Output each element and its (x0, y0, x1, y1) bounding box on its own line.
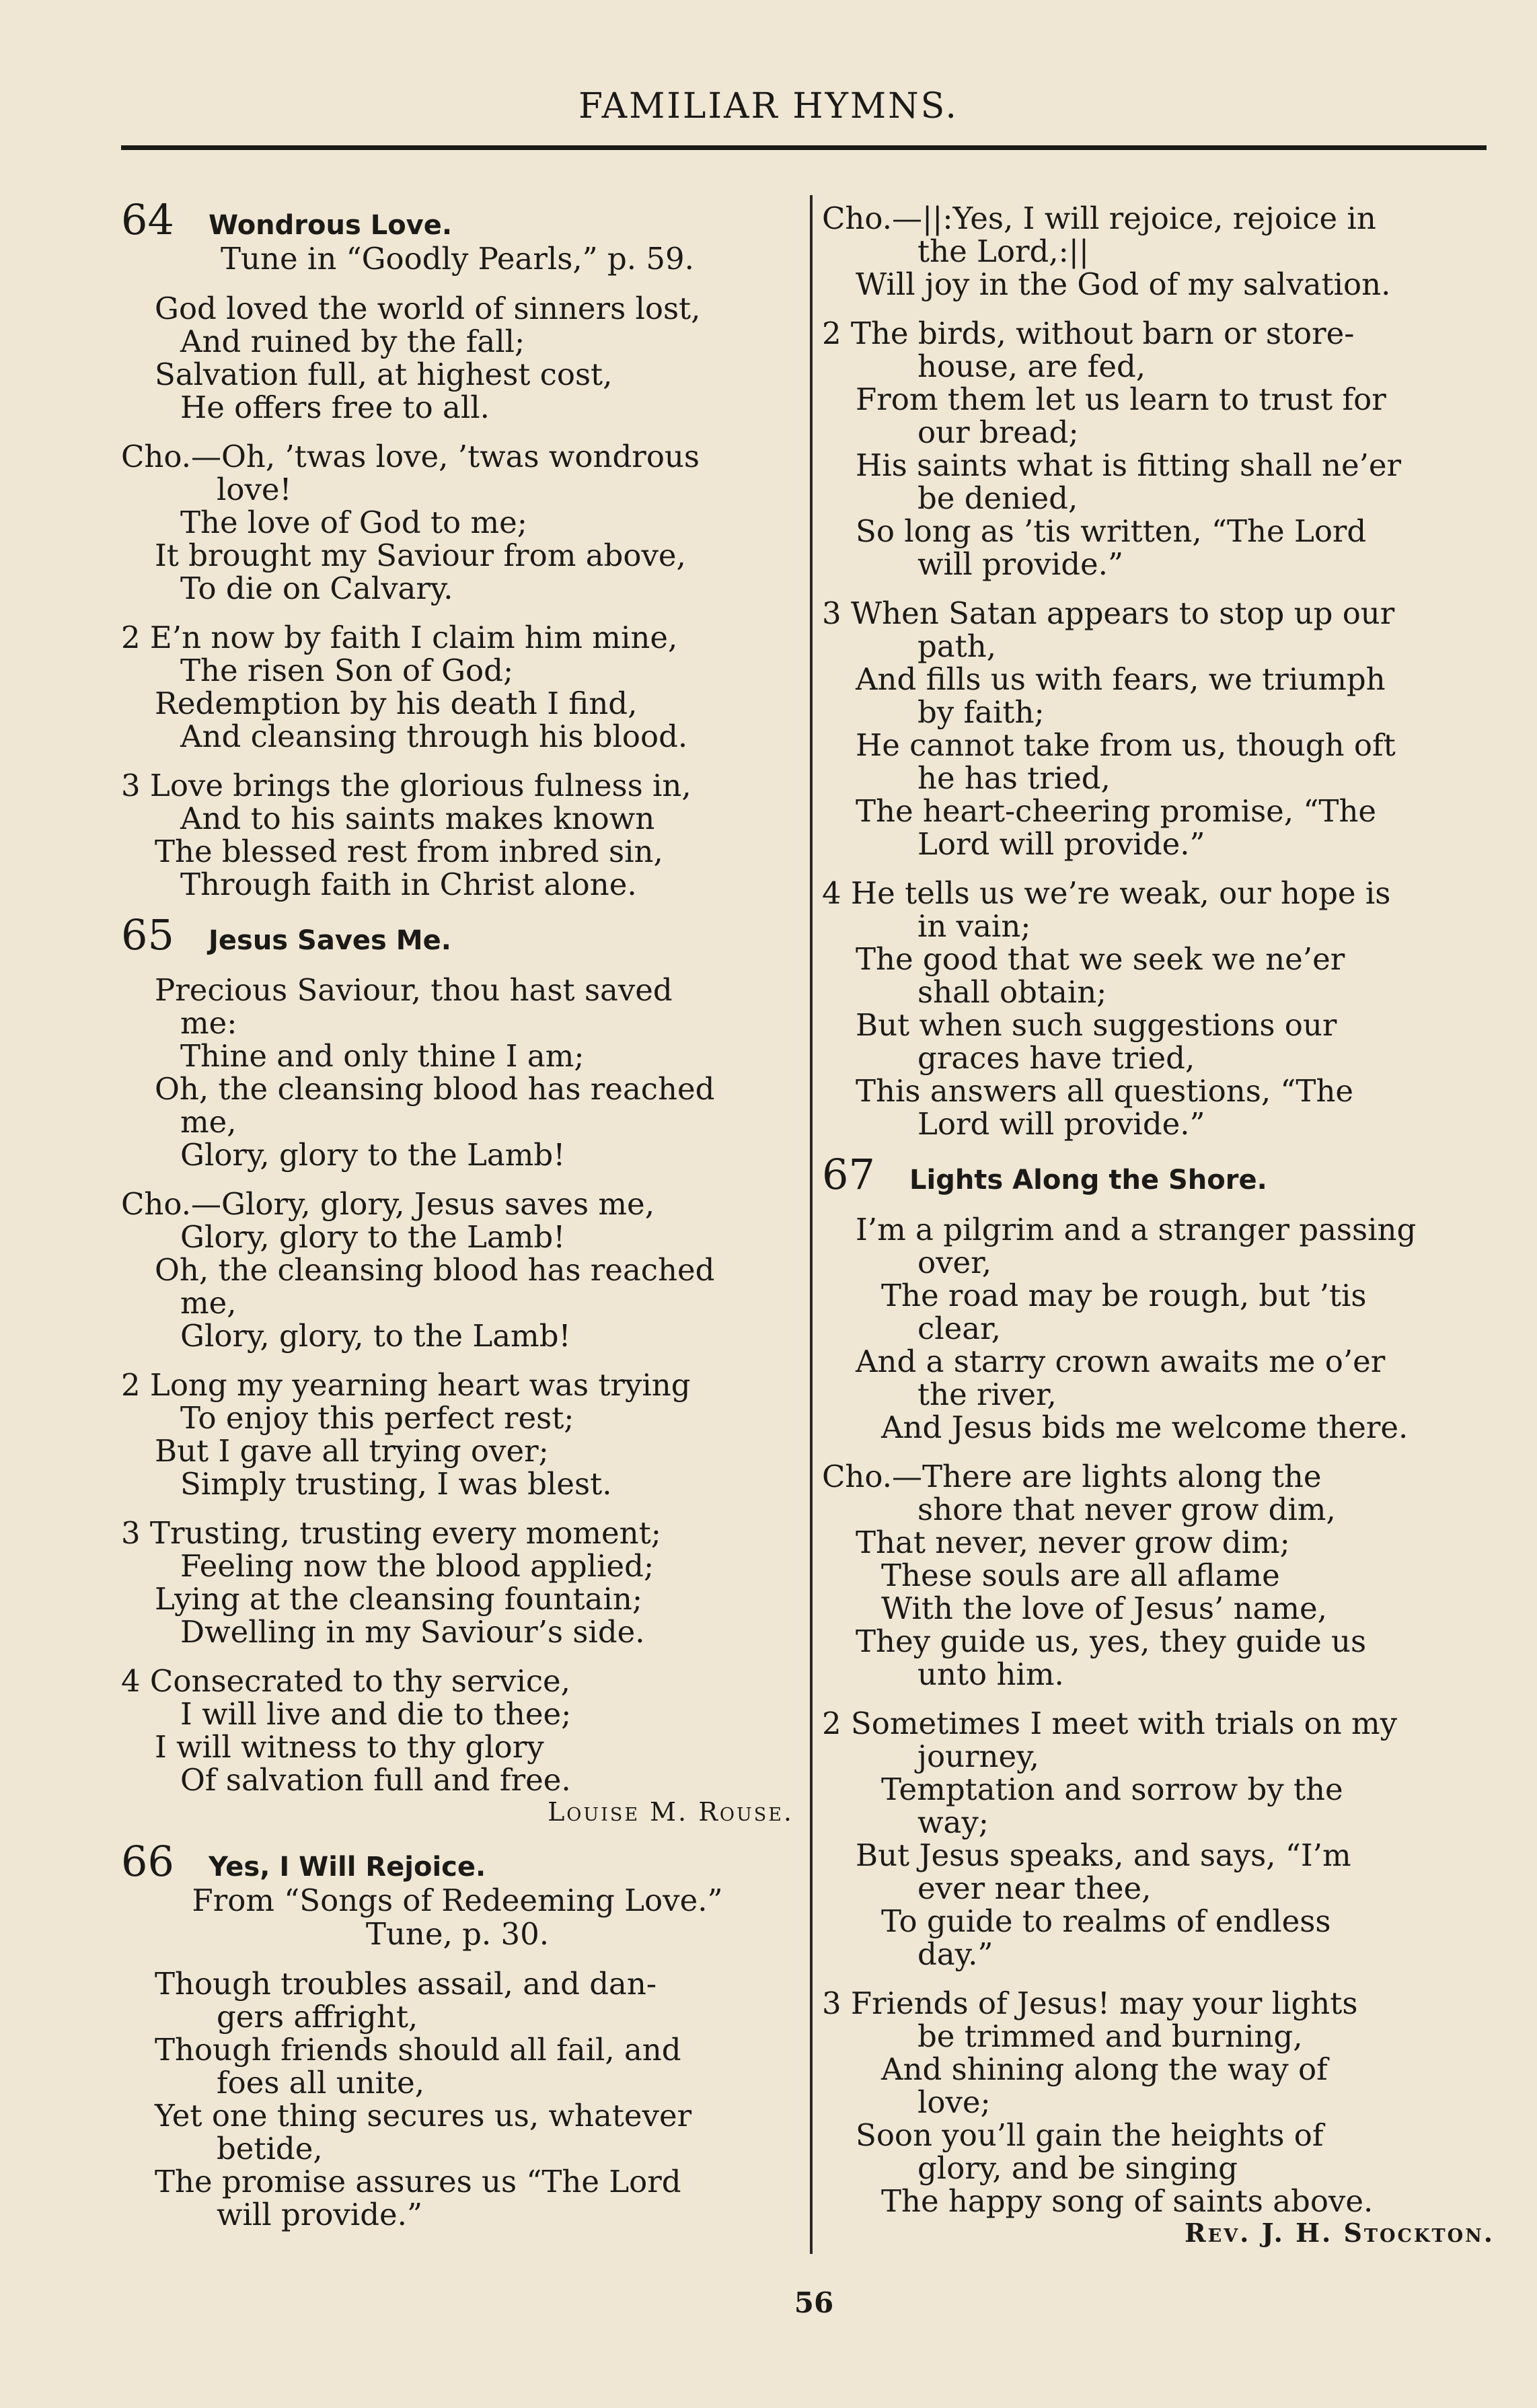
verse-line: Redemption by his death I find, (155, 686, 638, 721)
verse-line: Feeling now the blood applied; (180, 1548, 654, 1584)
verse-line: His saints what is fitting shall ne’er (856, 447, 1402, 483)
verse-line: 2 Sometimes I meet with trials on my (822, 1706, 1398, 1741)
hymn-heading (121, 1839, 794, 1884)
verse-line: Cho.—Glory, glory, Jesus saves me, (121, 1186, 654, 1222)
verse-line: Soon you’ll gain the heights of (856, 2117, 1324, 2153)
stanza (822, 877, 1495, 1140)
verse-line: house, are fed, (917, 349, 1146, 384)
verse-line: To guide to realms of endless (881, 1903, 1331, 1939)
stanza (121, 1517, 794, 1648)
verse-line: But Jesus speaks, and says, “I’m (856, 1837, 1351, 1873)
verse-line: be trimmed and burning, (917, 2018, 1303, 2054)
verse-line: Lying at the cleansing fountain; (155, 1581, 642, 1617)
stanza (121, 1665, 794, 1796)
verse-line: 2 The birds, without barn or store- (822, 316, 1355, 351)
author-credit: Rev. J. H. Stockton. (1185, 2218, 1495, 2248)
stanza (121, 974, 794, 1171)
verse-line: Temptation and sorrow by the (881, 1772, 1343, 1807)
hymn-number: 65 (121, 910, 174, 959)
verse-line: gers affright, (217, 1999, 418, 2035)
hymn-title: Lights Along the Shore. (909, 1165, 1267, 1196)
verse-line: 3 Trusting, trusting every moment; (121, 1515, 661, 1551)
verse-line: Thine and only thine I am; (180, 1038, 585, 1074)
verse-line: me: (180, 1005, 237, 1041)
verse-line: unto him. (917, 1656, 1064, 1692)
verse-line: I will live and die to thee; (180, 1696, 572, 1732)
verse-line: And a starry crown awaits me o’er (856, 1344, 1386, 1379)
hymn-number: 67 (822, 1150, 875, 1199)
verse-line: 2 Long my yearning heart was trying (121, 1367, 691, 1403)
verse-line: 4 He tells us we’re weak, our hope is (822, 875, 1391, 911)
verse-line: Glory, glory to the Lamb! (180, 1219, 566, 1255)
verse-line: And ruined by the fall; (180, 324, 525, 359)
stanza (121, 1369, 794, 1500)
verse-line: he has tried, (917, 760, 1111, 796)
verse-line: betide, (217, 2131, 323, 2166)
stanza (121, 440, 794, 605)
stanza (121, 1967, 794, 2231)
stanza (121, 1188, 794, 1352)
verse-line: Will joy in the God of my salvation. (856, 266, 1391, 302)
verse-line: by faith; (917, 694, 1045, 730)
verse-line: Oh, the cleansing blood has reached (155, 1071, 715, 1107)
verse-line: The promise assures us “The Lord (155, 2164, 681, 2199)
verse-line: The love of God to me; (180, 505, 527, 540)
tune-note: Tune, p. 30. (365, 1916, 550, 1952)
verse-line: It brought my Saviour from above, (155, 538, 686, 573)
stanza (822, 1707, 1495, 1971)
verse-line: glory, and be singing (917, 2150, 1238, 2186)
left-column (121, 186, 794, 2231)
verse-line: graces have tried, (917, 1040, 1195, 1076)
hymn-title: Jesus Saves Me. (209, 925, 451, 956)
verse-line: Lord will provide.” (917, 826, 1205, 862)
verse-line: Dwelling in my Saviour’s side. (180, 1614, 645, 1650)
stanza (121, 769, 794, 901)
hymn-heading (121, 195, 794, 244)
verse-line: Salvation full, at highest cost, (155, 357, 613, 392)
verse-line: 3 Love brings the glorious fulness in, (121, 768, 691, 803)
author-credit: Louise M. Rouse. (548, 1797, 794, 1827)
verse-line: He cannot take from us, though oft (856, 727, 1396, 763)
verse-line: Through faith in Christ alone. (180, 867, 637, 902)
verse-line: He offers free to all. (180, 390, 490, 425)
verse-line: And fills us with fears, we triumph (856, 661, 1386, 697)
verse-line: be denied, (917, 480, 1078, 516)
verse-line: I will witness to thy glory (155, 1729, 544, 1765)
column-divider (810, 195, 813, 2254)
verse-line: Yet one thing secures us, whatever (155, 2098, 692, 2133)
verse-line: These souls are all aflame (881, 1558, 1280, 1593)
hymn-title: Yes, I Will Rejoice. (209, 1852, 486, 1883)
verse-line: God loved the world of sinners lost, (155, 291, 701, 326)
verse-line: 2 E’n now by faith I claim him mine, (121, 620, 678, 655)
verse-line: But I gave all trying over; (155, 1433, 549, 1469)
verse-line: From them let us learn to trust for (856, 381, 1386, 417)
verse-line: 4 Consecrated to thy service, (121, 1663, 570, 1699)
tune-note: From “Songs of Redeeming Love.” (192, 1883, 723, 1918)
verse-line: way; (917, 1804, 989, 1840)
verse-line: over, (917, 1245, 992, 1280)
verse-line: journey, (917, 1739, 1039, 1774)
stanza (121, 621, 794, 753)
verse-line: day.” (917, 1936, 994, 1972)
stanza (822, 202, 1495, 301)
verse-line: me, (180, 1104, 237, 1140)
verse-line: path, (917, 628, 997, 664)
stanza (822, 1213, 1495, 1444)
verse-line: Simply trusting, I was blest. (180, 1466, 612, 1502)
verse-line: Cho.—||:Yes, I will rejoice, rejoice in (822, 200, 1376, 236)
stanza (822, 597, 1495, 861)
hymn-number: 66 (121, 1837, 174, 1886)
verse-line: To enjoy this perfect rest; (180, 1400, 574, 1436)
verse-line: 3 Friends of Jesus! may your lights (822, 1985, 1358, 2021)
verse-line: 3 When Satan appears to stop up our (822, 595, 1395, 631)
verse-line: With the love of Jesus’ name, (881, 1591, 1327, 1626)
verse-line: ever near thee, (917, 1870, 1152, 1906)
right-column (822, 186, 1495, 2249)
verse-line: The road may be rough, but ’tis (881, 1278, 1367, 1313)
verse-line: Though troubles assail, and dan- (155, 1966, 657, 2002)
verse-line: Of salvation full and free. (180, 1762, 571, 1798)
page-header: FAMILIAR HYMNS. (578, 86, 959, 126)
page-number: 56 (794, 2286, 834, 2319)
verse-line: in vain; (917, 908, 1031, 944)
verse-line: And shining along the way of (881, 2051, 1328, 2087)
hymn-heading (822, 1150, 1495, 1199)
verse-line: The happy song of saints above. (881, 2183, 1374, 2219)
header-rule (121, 145, 1487, 150)
hymn-number: 64 (121, 195, 174, 244)
verse-line: the Lord,:|| (917, 233, 1090, 269)
verse-line: our bread; (917, 414, 1079, 450)
verse-line: will provide.” (217, 2197, 422, 2232)
verse-line: Precious Saviour, thou hast saved (155, 972, 673, 1008)
tune-note: Tune in “Goodly Pearls,” p. 59. (221, 241, 694, 277)
stanza (822, 1460, 1495, 1691)
verse-line: The risen Son of God; (180, 653, 514, 688)
verse-line: Cho.—Oh, ’twas love, ’twas wondrous (121, 439, 700, 474)
verse-line: I’m a pilgrim and a stranger passing (856, 1212, 1417, 1247)
verse-line: will provide.” (917, 546, 1123, 582)
verse-line: And cleansing through his blood. (180, 719, 688, 754)
verse-line: shore that never grow dim, (917, 1492, 1336, 1527)
stanza (822, 317, 1495, 581)
verse-line: They guide us, yes, they guide us (856, 1623, 1367, 1659)
verse-line: And to his saints makes known (180, 801, 655, 836)
stanza (121, 292, 794, 424)
verse-line: But when such suggestions our (856, 1007, 1337, 1043)
verse-line: clear, (917, 1311, 1001, 1346)
hymn-title: Wondrous Love. (209, 210, 453, 241)
verse-line: love; (917, 2084, 991, 2120)
verse-line: This answers all questions, “The (856, 1073, 1354, 1109)
verse-line: the river, (917, 1377, 1057, 1412)
verse-line: The heart-cheering promise, “The (856, 793, 1377, 829)
verse-line: To die on Calvary. (180, 571, 453, 606)
stanza (822, 1987, 1495, 2218)
verse-line: Glory, glory, to the Lamb! (180, 1318, 571, 1354)
verse-line: foes all unite, (217, 2065, 425, 2101)
verse-line: The blessed rest from inbred sin, (155, 834, 663, 869)
verse-line: Oh, the cleansing blood has reached (155, 1252, 715, 1288)
verse-line: love! (217, 472, 292, 507)
verse-line: So long as ’tis written, “The Lord (856, 513, 1367, 549)
verse-line: And Jesus bids me welcome there. (881, 1410, 1409, 1445)
verse-line: Glory, glory to the Lamb! (180, 1137, 566, 1173)
verse-line: Lord will provide.” (917, 1106, 1205, 1142)
verse-line: Though friends should all fail, and (155, 2032, 681, 2068)
verse-line: The good that we seek we ne’er (856, 941, 1345, 977)
verse-line: shall obtain; (917, 974, 1107, 1010)
verse-line: Cho.—There are lights along the (822, 1459, 1322, 1494)
hymn-heading (121, 910, 794, 959)
verse-line: me, (180, 1285, 237, 1321)
verse-line: That never, never grow dim; (856, 1525, 1290, 1560)
